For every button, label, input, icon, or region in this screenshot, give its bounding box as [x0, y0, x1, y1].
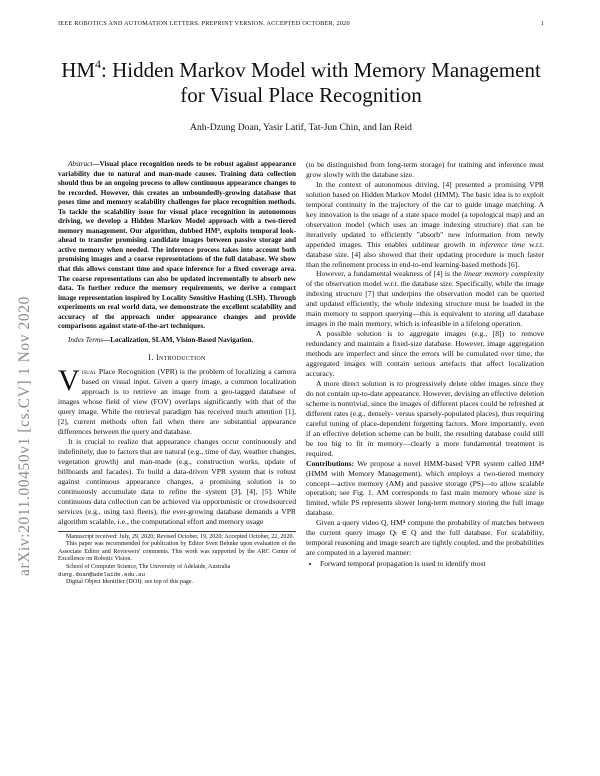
index-terms-label: Index Terms — [68, 335, 104, 344]
right-paragraph-4: A possible solution is to aggregate images (e.g., [8]) to remove redundancy and maintain a fixed-size database. However, image aggregation methods are imperfect and since the errors will be cumulated over time, the aggregated images will contain serious artefacts that affect localization accuracy. — [306, 329, 544, 379]
abstract — [58, 160, 296, 332]
arxiv-stamp[interactable]: arXiv:2011.00450v1 [cs.CV] 1 Nov 2020 — [16, 296, 33, 576]
right-p3-emphasis-2: all — [507, 309, 516, 319]
running-head-text: IEEE ROBOTICS AND AUTOMATION LETTERS. PREPRINT VERSION. ACCEPTED OCTOBER, 2020 — [58, 20, 350, 27]
intro-paragraph-1 — [58, 364, 296, 437]
paper-title — [58, 58, 544, 108]
right-paragraph-5: A more direct solution is to progressively delete older images since they do not contain up-to-date appearance. However, devising an effective deletion scheme is nontrivial, since the images of different places could be refreshed at different rates (e.g., densely- versus sparsely-populated places), thus requiring careful tuning of place-dependent forgetting factors. More importantly, even if an effective deletion scheme can be built, the resulting database could still be too big to fit in memory—clearly a more fundamental treatment is required. — [306, 378, 544, 458]
contributions-paragraph — [306, 459, 544, 519]
title-rest: : Hidden Markov Model with Memory Management for Visual Place Recognition — [101, 58, 541, 107]
footnotes — [58, 531, 296, 587]
title-superscript: 4 — [95, 57, 102, 71]
right-paragraph-2 — [306, 180, 544, 270]
contributions-text: We propose a novel HMM-based VPR system called HM⁴ (HMM with Memory Management), which employs a two-tiered memory concept—active memory (AM) and passive storage (PS)—to allow scalable operation; see Fig. 1. AM corresponds to fast main memory whose size is limited, while PS represents slower long-term memory storing the full image database. — [306, 458, 544, 518]
running-head — [58, 20, 544, 27]
footnote-doi: Digital Object Identifier (DOI): see top of this page. — [66, 578, 194, 585]
page-number: 1 — [540, 20, 544, 27]
section-numeral: I. — [148, 353, 157, 363]
right-p2-text: In the context of autonomous driving, [4] presented a promising VPR solution based on Hidden Markov Model (HMM). The basic idea is to exploit temporal continuity in the trajectory of the car to guide image matching. A key innovation is the usage of a state space model (a topological map) and an observation model (which uses an image indexing structure) that can be iteratively updated to efficiently "absorb" new information from newly appended images. This enables sublinear growth in — [306, 179, 544, 249]
footnote-recommended: This paper was recommended for publication by Editor Sven Behnke upon evaluation of the Associate Editor and Reviewers' comments. This work was supported by the ARC Centre of Excellence on Robotic Vision. — [58, 541, 296, 563]
method-bullet-item: • Forward temporal propagation is used to identify most — [320, 559, 544, 569]
right-paragraph-7: Given a query video Q, HM⁴ compute the probability of matches between the current query image Qₜ ∈ Q and the full database. For scalability, temporal reasoning and image search are tightly coupled, and the probabilities are computed in a layered manner: — [306, 518, 544, 558]
left-column — [58, 160, 296, 586]
right-p3-b: of the observation model w.r.t. the database size. Specifically, while the image indexing structure [7] that underpins the observation model can be queried and updated efficiently, the whole indexing structure must be loaded in the main memory to support querying—this is equivalent to storing — [306, 279, 544, 319]
abstract-label: Abstract — [68, 160, 93, 168]
right-p2-tail: w.r.t. database size. [4] also showed that their updating procedure is much faster than the refinement process in end-to-end learning-based methods [6]. — [306, 239, 544, 269]
right-p3-a: However, a fundamental weakness of [4] is the — [316, 269, 464, 279]
contributions-label: Contributions: — [306, 458, 355, 468]
right-paragraph-3 — [306, 269, 544, 329]
footnote-affiliation: School of Computer Science, The University of Adelaide, Australia — [66, 563, 231, 570]
right-p3-c: database images in the main memory, which is infeasible in a lifelong operation. — [306, 309, 544, 329]
right-paragraph-1: (to be distinguished from long-term storage) for training and inference must grow slowly with the database size. — [306, 160, 544, 179]
method-bullet-list — [306, 559, 544, 569]
dropcap-letter: V — [58, 364, 80, 398]
author-list: Anh-Dzung Doan, Yasir Latif, Tat-Jun Chin, and Ian Reid — [190, 122, 412, 133]
footnote-email[interactable]: dung.doan@adelaide.edu.au — [58, 571, 145, 579]
footnote-manuscript: Manuscript received: July, 29, 2020; Revised October, 19, 2020; Accepted October, 22, 2020. — [66, 533, 295, 540]
section-heading-introduction — [58, 353, 296, 363]
index-terms — [58, 336, 296, 346]
abstract-text: —Visual place recognition needs to be robust against appearance variability due to natural and man-made causes. Training data collection should thus be an ongoing process to allow continuous appearance changes to be recorded. However, this creates an unboundedly-growing database that poses time and memory scalability challenges for place recognition methods. To tackle the scalability issue for visual place recognition in autonomous driving, we develop a Hidden Markov Model approach with a two-tiered memory management. Our algorithm, dubbed HM⁴, exploits temporal look-ahead to transfer promising candidate images between passive storage and active memory when needed. The inference process takes into account both promising images and a coarse representations of the full database. We show that this allows constant time and space inference for a fixed coverage area. The coarse representations can also be updated incrementally to absorb new data. To further reduce the memory requirements, we derive a compact image representation inspired by Locality Sensitive Hashing (LSH). Through experiments on real world data, we demonstrate the excellent scalability and accuracy of the approach under appearance changes and provide comparisons against state-of-the-art techniques. — [58, 160, 296, 331]
section-title: Introduction — [156, 353, 206, 363]
right-p3-emphasis: linear memory complexity — [463, 269, 544, 279]
right-p2-emphasis: inference time — [479, 239, 525, 249]
right-column — [306, 160, 544, 569]
intro-p1-text: Place Recognition (VPR) is the problem of localizing a camera based on visual input. Given a query image, a common localization approach is to retrieve an image from a geo-tagged database of images whose field of view (FOV) overlaps significantly with that of the query image. While the retrieval paradigm has received much attention [1], [2], current methods often fail when there are substantial appearance differences between the query and database. — [58, 367, 296, 437]
intro-smallcaps: isual — [81, 367, 97, 377]
index-terms-text: —Localization, SLAM, Vision-Based Navigation. — [103, 335, 254, 344]
intro-paragraph-2: It is crucial to realize that appearance changes occur continuously and indefinitely, due to factors that are natural (e.g., time of day, weather changes, vegetation growth) and man-made (e.g., construction works, update of billboards and facades). To build a data-driven VPR system that is robust against continuous appearance changes, a promising solution is to continuously accumulate data to refine the system [3], [4], [5]. While continuous data collection can be achieved via opportunistic or crowdsourced services (e.g., using taxi fleets), the ever-growing database demands a VPR algorithm scalable, i.e., the computational effort and memory usage — [58, 437, 296, 526]
title-prefix: HM — [61, 58, 96, 82]
